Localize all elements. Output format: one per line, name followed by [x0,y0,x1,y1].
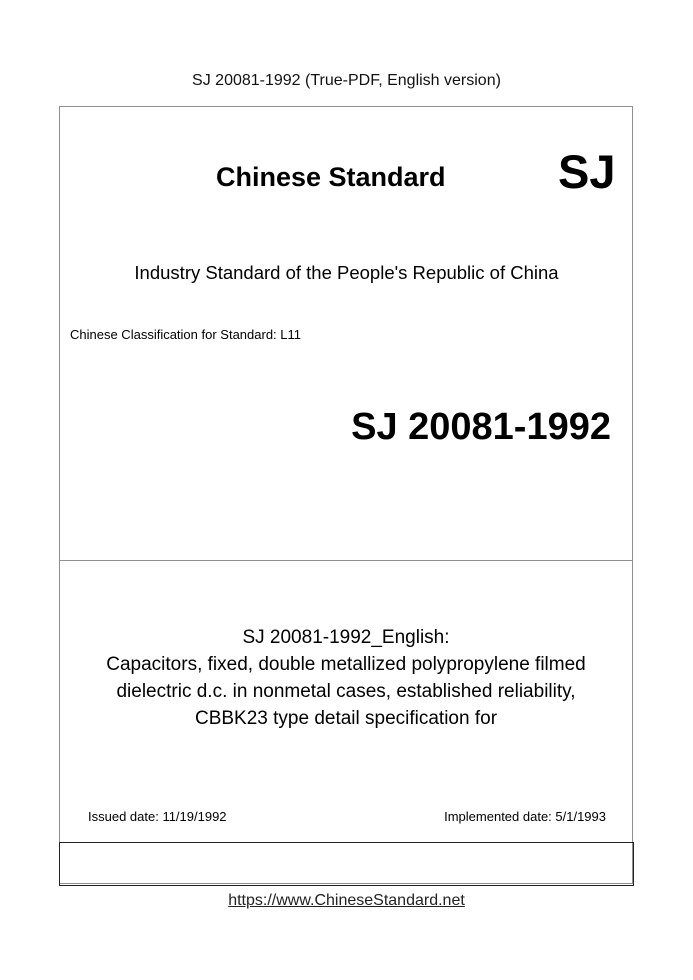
cover-frame [59,106,633,884]
section-divider [59,560,633,561]
classification-line: Chinese Classification for Standard: L11 [70,327,301,342]
sj-mark: SJ [558,145,616,198]
website-link[interactable]: https://www.ChineseStandard.net [228,892,465,909]
description-line: CBBK23 type detail specification for [194,708,498,729]
industry-standard-line: Industry Standard of the People's Republic of China [134,262,559,283]
bottom-box [59,842,634,886]
standard-number: SJ 20081-1992 [351,406,611,448]
standard-description [59,624,633,732]
footer [0,892,693,910]
document-header-title: SJ 20081-1992 (True-PDF, English version) [192,72,501,89]
description-line: SJ 20081-1992_English: [242,627,450,648]
issued-date: Issued date: 11/19/1992 [88,809,227,824]
description-line: Capacitors, fixed, double metallized polypropylene filmed [106,654,586,675]
chinese-standard-heading: Chinese Standard [216,162,446,192]
description-line: dielectric d.c. in nonmetal cases, established reliability, [116,681,576,702]
implemented-date: Implemented date: 5/1/1993 [444,809,606,824]
